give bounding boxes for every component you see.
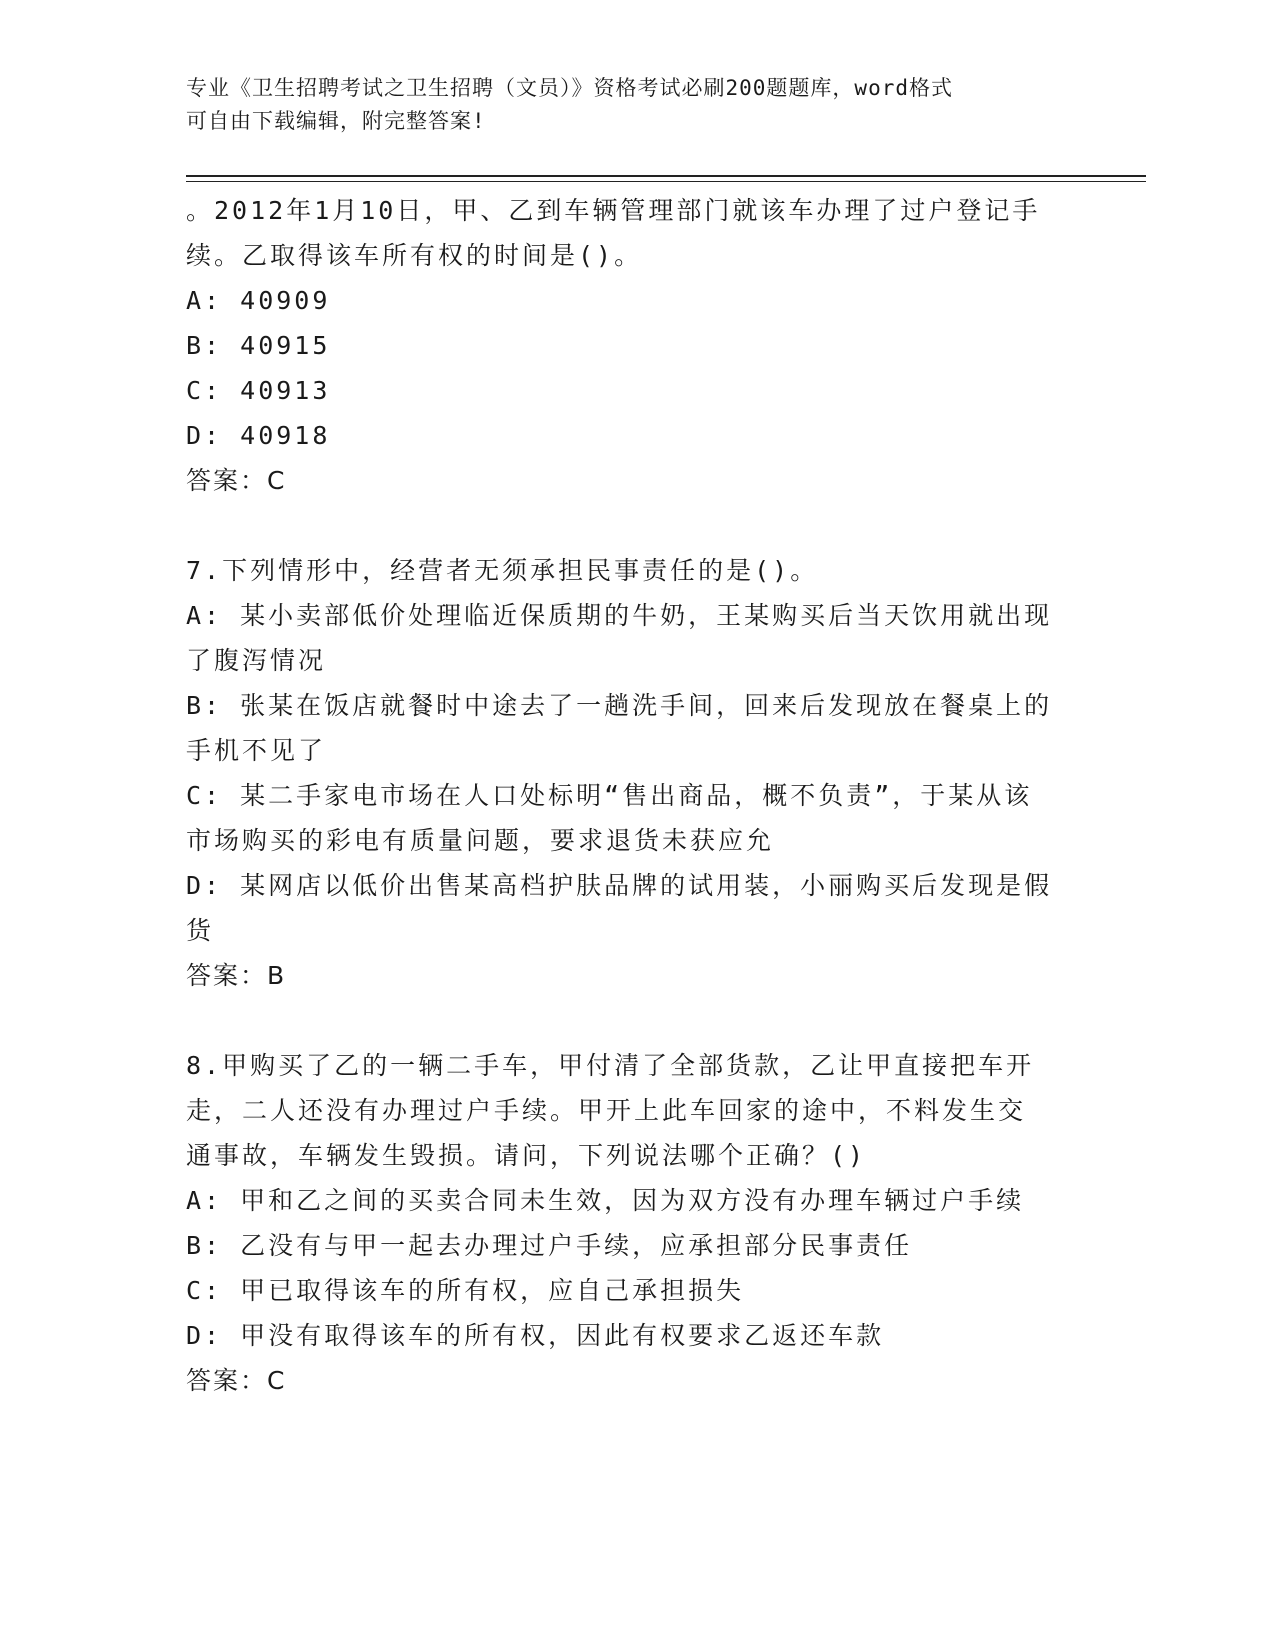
option-d: D: 某网店以低价出售某高档护肤品牌的试用装，小丽购买后发现是假: [186, 871, 1053, 900]
document-body: [186, 188, 1066, 1403]
option-b: B: 张某在饭店就餐时中途去了一趟洗手间，回来后发现放在餐桌上的: [186, 691, 1053, 720]
question-stem: 通事故，车辆发生毁损。请问，下列说法哪个正确？(): [186, 1141, 867, 1170]
document-header: [186, 72, 1066, 138]
option-c: C: 某二手家电市场在人口处标明“售出商品，概不负责”，于某从该: [186, 781, 1033, 810]
question-stem: 。2012年1月10日，甲、乙到车辆管理部门就该车办理了过户登记手: [186, 196, 1041, 225]
option-c: C: 甲已取得该车的所有权，应自己承担损失: [186, 1276, 745, 1305]
option-b-cont: 手机不见了: [186, 736, 327, 765]
option-b: B: 40915: [186, 331, 331, 360]
question-6: [186, 188, 1066, 503]
answer: 答案：B: [186, 961, 287, 990]
option-c-cont: 市场购买的彩电有质量问题，要求退货未获应允: [186, 826, 775, 855]
header-title-line-1: 专业《卫生招聘考试之卫生招聘（文员）》资格考试必刷200题题库，word格式: [186, 76, 953, 100]
option-a: A: 40909: [186, 286, 331, 315]
header-title-line-2: 可自由下载编辑，附完整答案!: [186, 109, 486, 133]
spacer: [186, 998, 1066, 1043]
question-stem: 8.甲购买了乙的一辆二手车，甲付清了全部货款，乙让甲直接把车开: [186, 1051, 1035, 1080]
option-d: D: 甲没有取得该车的所有权，因此有权要求乙返还车款: [186, 1321, 885, 1350]
header-divider-thin: [186, 181, 1146, 182]
option-b: B: 乙没有与甲一起去办理过户手续，应承担部分民事责任: [186, 1231, 913, 1260]
answer: 答案：C: [186, 1366, 287, 1395]
option-d: D: 40918: [186, 421, 331, 450]
option-c: C: 40913: [186, 376, 331, 405]
option-a: A: 甲和乙之间的买卖合同未生效，因为双方没有办理车辆过户手续: [186, 1186, 1025, 1215]
question-7: [186, 548, 1066, 998]
header-divider-thick: [186, 175, 1146, 177]
option-a-cont: 了腹泻情况: [186, 646, 327, 675]
question-stem: 7.下列情形中，经营者无须承担民事责任的是()。: [186, 556, 819, 585]
option-a: A: 某小卖部低价处理临近保质期的牛奶，王某购买后当天饮用就出现: [186, 601, 1053, 630]
question-stem: 续。乙取得该车所有权的时间是()。: [186, 241, 643, 270]
question-8: [186, 1043, 1066, 1403]
option-d-cont: 货: [186, 916, 215, 945]
answer: 答案：C: [186, 466, 287, 495]
question-stem: 走，二人还没有办理过户手续。甲开上此车回家的途中，不料发生交: [186, 1096, 1027, 1125]
spacer: [186, 503, 1066, 548]
